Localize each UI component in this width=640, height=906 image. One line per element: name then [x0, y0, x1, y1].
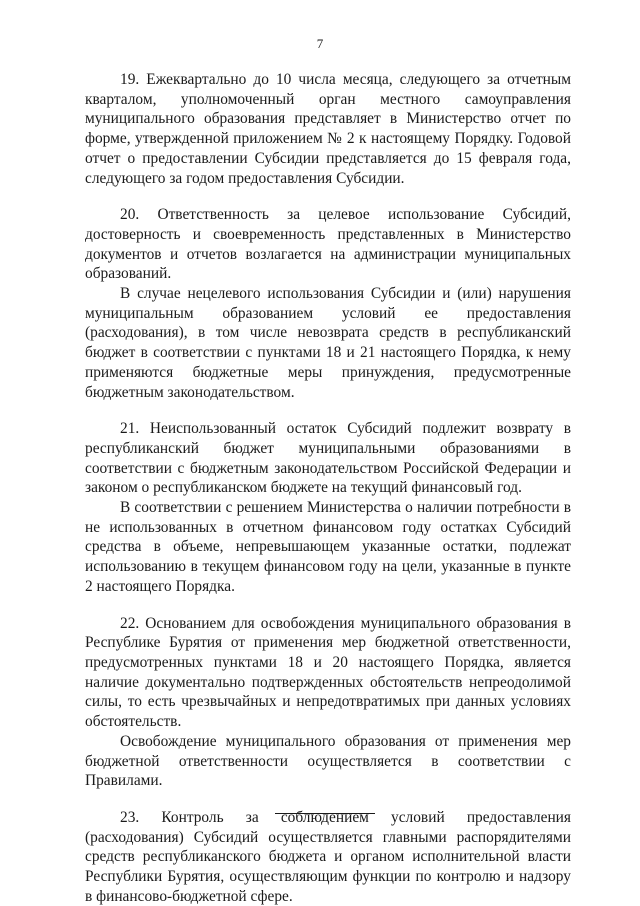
- paragraph-22: 22. Основанием для освобождения муниципального образования в Республике Бурятия от применения мер бюджетной ответственности, предусмотренных пунктами 18 и 20 настоящего Порядка, является наличие документально подтвержденных обстоятельств непреодолимой силы, то есть чрезвычайных и непредотвратимых при данных условиях обстоятельств.: [85, 614, 571, 731]
- paragraph-23: 23. Контроль за соблюдением условий предоставления (расходования) Субсидий осуществляется главными распорядителями средств республиканского бюджета и органом исполнительной власти Республики Бурятия, осуществляющим функции по контролю и надзору в финансово-бюджетной сфере.: [85, 808, 571, 905]
- paragraph-20-misuse: В случае нецелевого использования Субсидии и (или) нарушения муниципальным образованием условий ее предоставления (расходования), в том числе невозврата средств в республиканский бюджет в соответствии с пунктами 18 и 21 настоящего Порядка, к нему применяются бюджетные меры принуждения, предусмотренные бюджетным законодательством.: [85, 285, 571, 401]
- paragraph-20: 20. Ответственность за целевое использование Субсидий, достоверность и своевременность представленных в Министерство документов и отчетов возлагается на администрации муниципальных образований.: [85, 206, 571, 283]
- end-separator-line: [275, 813, 375, 814]
- paragraph-19: 19. Ежеквартально до 10 числа месяца, следующего за отчетным кварталом, уполномоченный орган местного самоуправления муниципального образования представляет в Министерство отчет по форме, утвержденной приложением № 2 к настоящему Порядку. Годовой отчет о предоставлении Субсидии представляется до 15 февраля года, следующего за годом предоставления Субсидии.: [85, 71, 571, 187]
- paragraph-22-exemption: Освобождение муниципального образования от применения мер бюджетной ответственности осуществляется в соответствии с Правилами.: [85, 732, 571, 790]
- document-body: [85, 70, 571, 906]
- paragraph-21-remainder: В соответствии с решением Министерства о наличии потребности в не использованных в отчетном финансовом году остатках Субсидий средства в объеме, непревышающем указанные остатки, подлежат использованию в текущем финансовом году на цели, указанные в пункте 2 настоящего Порядка.: [85, 499, 571, 595]
- paragraph-21: 21. Неиспользованный остаток Субсидий подлежит возврату в республиканский бюджет муниципальными образованиями в соответствии с бюджетным законодательством Российской Федерации и законом о республиканском бюджете на текущий финансовый год.: [85, 420, 571, 497]
- page-number: 7: [316, 36, 324, 51]
